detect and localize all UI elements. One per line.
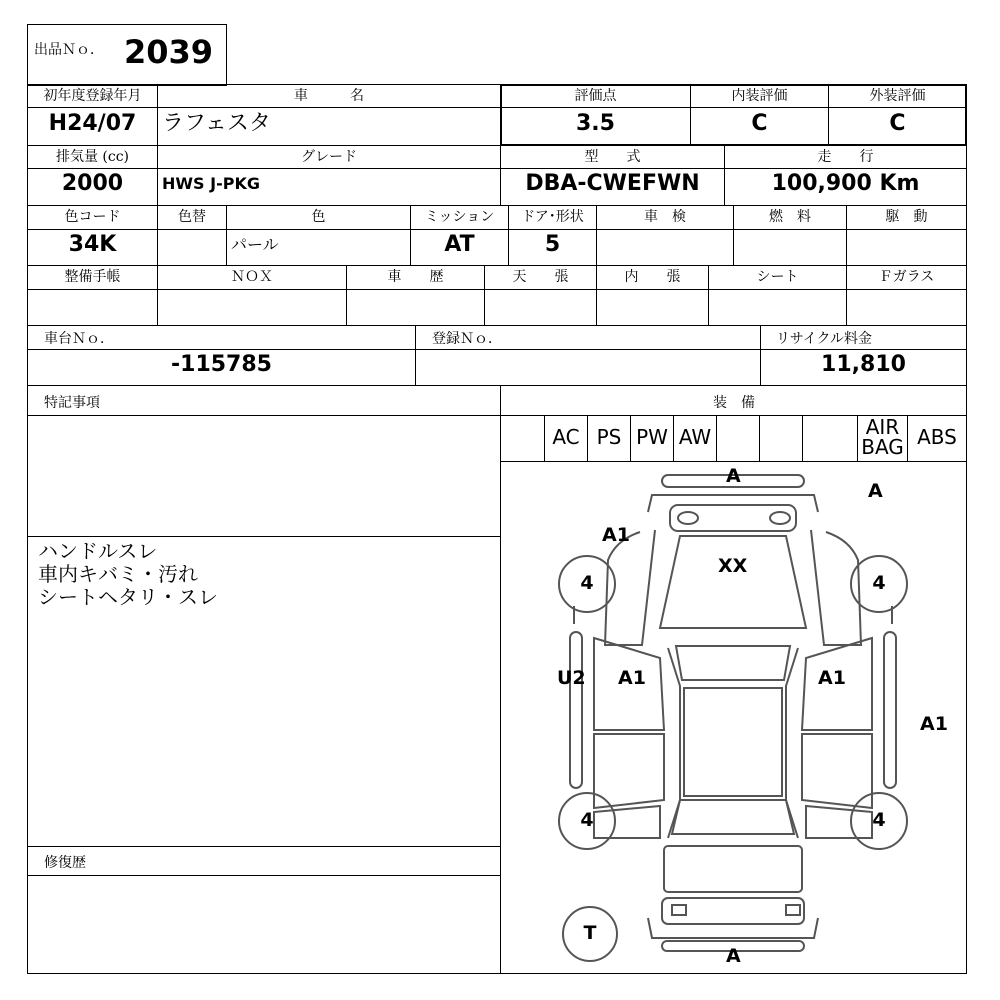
model-value: DBA-CWEFWN [525,171,700,196]
door-shape-value: 5 [544,232,561,257]
tire-spare: T [583,922,597,944]
history-label: 車 歴 [387,269,444,285]
mileage-label: 走 行 [817,149,874,165]
first-reg-label: 初年度登録年月 [43,88,142,104]
mileage-value: 100,900 Km [771,171,920,196]
equipment-item-pw: PW [636,425,668,449]
door-shape-label: ドア･形状 [521,209,584,225]
equipment-item-aw: AW [678,425,712,449]
grade-label: グレード [301,149,357,165]
color-label: 色 [311,209,326,225]
score-value: 3.5 [576,111,615,136]
car-name-label: 車 名 [294,88,364,104]
fuel-label: 燃 料 [769,209,811,225]
color-code-label: 色コード [64,209,121,225]
interior-lining-label: 内 張 [624,269,681,285]
transmission-label: ミッション [424,209,495,225]
exterior-label: 外装評価 [869,88,926,104]
tire-front-right: 4 [872,572,886,594]
inspection-label: 車 検 [644,209,686,225]
seat-label: シート [756,269,799,285]
nox-label: ＮＯＸ [231,269,273,285]
special-note-line: ハンドルスレ [38,539,158,563]
score-label: 評価点 [574,88,617,104]
maintenance-label: 整備手帳 [64,269,121,285]
equipment-item-abs: ABS [917,425,957,449]
mark-front-bumper: A [726,465,741,487]
model-label: 型 式 [584,149,641,165]
tire-front-left: 4 [580,572,594,594]
reg-no-label: 登録Ｎｏ． [432,331,502,347]
car-name-value: ラフェスタ [162,111,271,136]
mark-left-pillar: U2 [557,667,586,689]
mark-windshield-left: A1 [602,524,630,546]
equipment-label: 装 備 [713,395,755,411]
lot-label: 出品Ｎｏ． [34,42,104,58]
lot-number: 2039 [124,33,214,71]
equipment-item-ac: AC [552,425,580,449]
recycle-value: 11,810 [821,352,906,377]
recycle-label: リサイクル料金 [776,331,873,347]
chassis-value: -115785 [171,352,272,377]
special-notes-label: 特記事項 [44,395,100,411]
displacement-label: 排気量 (cc) [55,149,130,165]
mark-front-right: A [868,480,883,502]
equipment-item-airbag: AIR BAG [861,415,904,459]
mark-right-side: A1 [920,713,948,735]
color-code-value: 34K [68,232,117,257]
color-change-label: 色替 [178,209,206,225]
grade-value: HWS J-PKG [162,174,260,193]
mark-left-door: A1 [618,667,646,689]
exterior-value: C [889,111,906,136]
mark-rear-bumper: A [726,945,741,967]
mark-right-door: A1 [818,667,846,689]
interior-value: C [751,111,768,136]
displacement-value: 2000 [61,171,124,196]
special-note-line: 車内キバミ・汚れ [38,562,198,586]
mark-hood: XX [718,555,748,577]
chassis-label: 車台Ｎｏ． [44,331,114,347]
equipment-item-ps: PS [596,425,622,449]
repair-history-label: 修復歴 [44,855,86,871]
drive-label: 駆 動 [885,209,928,225]
special-note-line: シートヘタリ・スレ [38,585,218,609]
color-value: パール [231,235,279,254]
roof-label: 天 張 [512,269,569,285]
tire-rear-right: 4 [872,809,886,831]
first-reg-value: H24/07 [48,111,137,136]
tire-rear-left: 4 [580,809,594,831]
interior-label: 内装評価 [731,88,788,104]
f-glass-label: Ｆガラス [878,269,935,285]
transmission-value: AT [444,232,475,257]
